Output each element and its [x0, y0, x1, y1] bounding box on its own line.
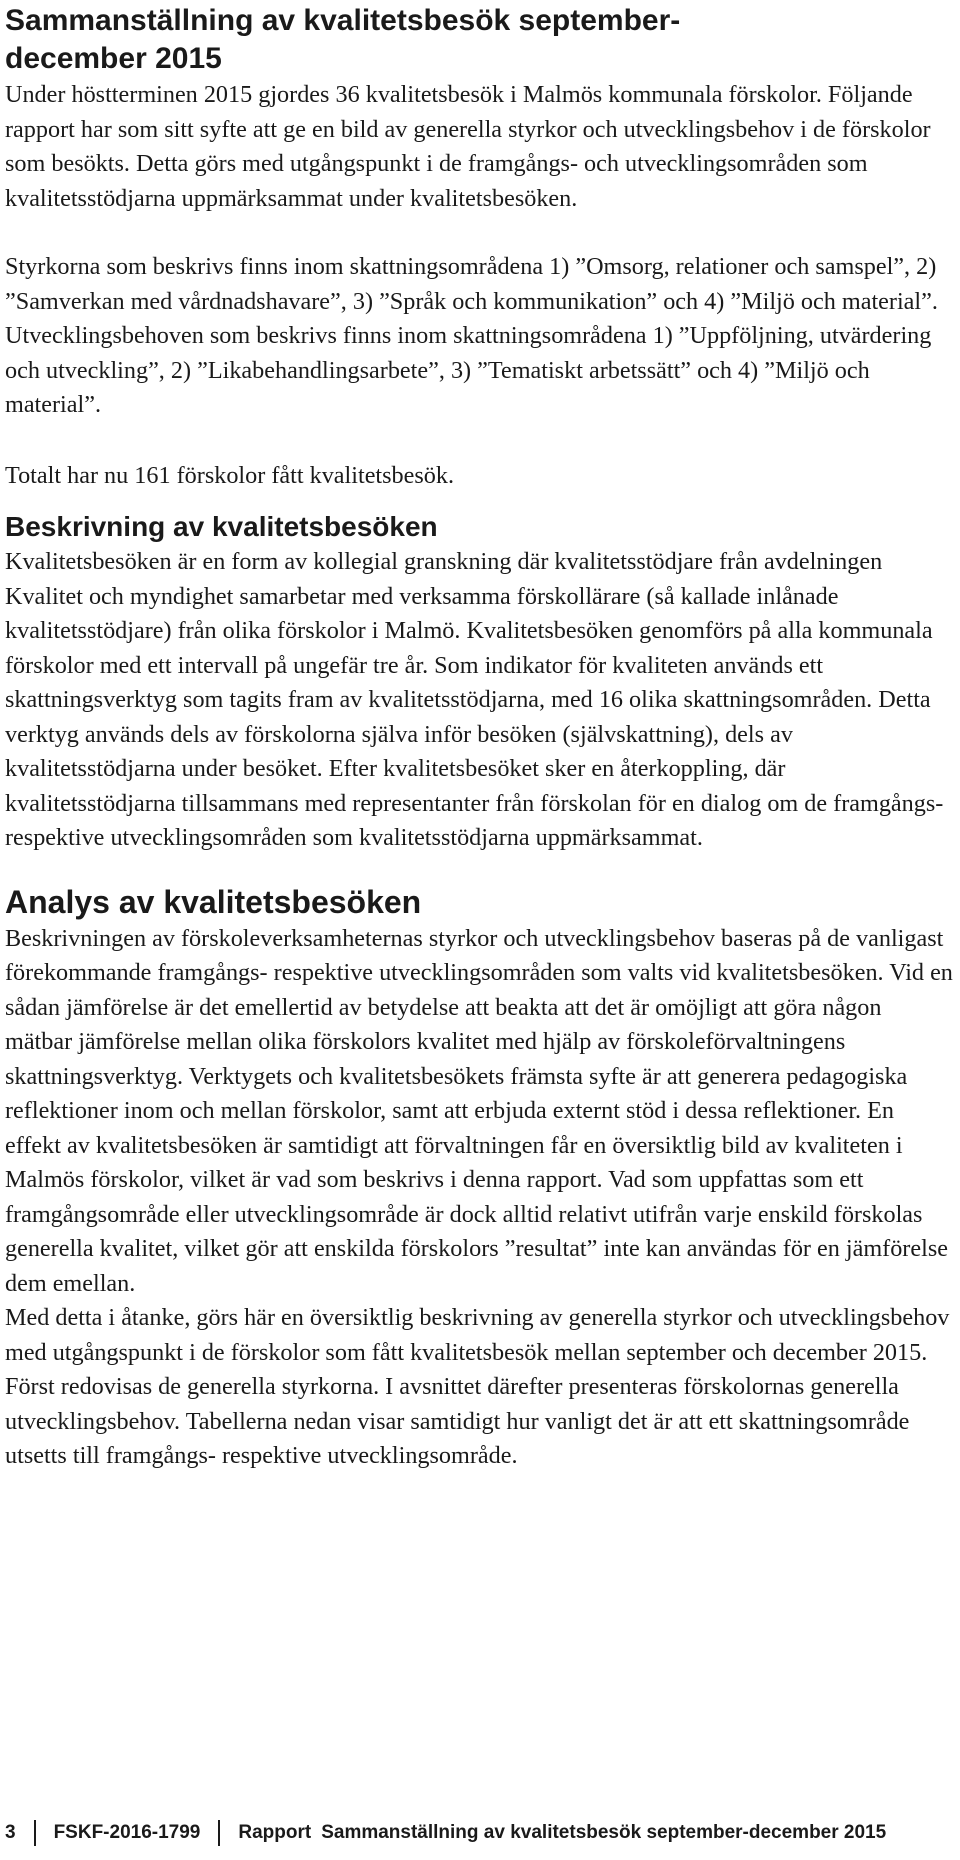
analysis-paragraph-1: Beskrivningen av förskoleverksamheternas styrkor och utvecklingsbehov baseras på de vanligast förekommande framgångs- respektive utvecklingsområden som valts vid kvalitetsbesöken. Vid en sådan jämförelse är det emellertid av betydelse att beakta att det är omöjligt att göra någon mätbar jämförelse mellan olika förskolors kvalitet med hjälp av förskoleförvaltningens skattningsverktyg. Verktygets och kvalitetsbesökets främsta syfte är att generera pedagogiska reflektioner inom och mellan förskolor, samt att erbjuda externt stöd i dessa reflektioner. En effekt av kvalitetsbesöken är samtidigt att förvaltningen får en översiktlig bild av kvaliteten i Malmös förskolor, vilket är vad som beskrivs i denna rapport. Vad som uppfattas som ett framgångsområde eller utvecklingsområde är dock alltid relativt utifrån varje enskild förskolas generella kvalitet, vilket gör att enskilda förskolors ”resultat” inte kan användas för en jämförelse dem emellan.	[5, 924, 953, 1297]
document-page	[5, 0, 953, 1474]
footer-separator	[218, 1820, 220, 1846]
description-paragraph: Kvalitetsbesöken är en form av kollegial granskning där kvalitetsstödjare från avdelningen Kvalitet och myndighet samarbetar med verksamma förskollärare (så kallade inlånade kvalitetsstödjare) från olika förskolor i Malmö. Kvalitetsbesöken genomförs på alla kommunala förskolor med ett intervall på ungefär tre år. Som indikator för kvaliteten används ett skattningsverktyg som tagits fram av kvalitetsstödjarna, med 16 olika skattningsområden. Detta verktyg används dels av förskolorna själva inför besöken (självskattning), dels av kvalitetsstödjarna under besöket. Efter kvalitetsbesöket sker en återkoppling, där kvalitetsstödjarna tillsammans med representanter från förskolan för en dialog om de framgångs- respektive utvecklingsområden som kvalitetsstödjarna uppmärksammat.	[5, 548, 944, 851]
summary-paragraph-development-needs: Utvecklingsbehoven som beskrivs finns inom skattningsområdena 1) ”Uppföljning, utvärdering och utveckling”, 2) ”Likabehandlingsarbete”, 3) ”Tematiskt arbetssätt” och 4) ”Miljö och material”.	[5, 322, 932, 418]
analysis-paragraph-2: Med detta i åtanke, görs här en översiktlig beskrivning av generella styrkor och utvecklingsbehov med utgångspunkt i de förskolor som fått kvalitetsbesök mellan september och december 2015. Först redovisas de generella styrkorna. I avsnittet därefter presenteras förskolornas generella utvecklingsbehov. Tabellerna nedan visar samtidigt hur vanligt det är att ett skattningsområde utsetts till framgångs- respektive utvecklingsområde.	[5, 1304, 950, 1469]
summary-paragraph-intro: Under höstterminen 2015 gjordes 36 kvalitetsbesök i Malmös kommunala förskolor. Följande rapport har som sitt syfte att ge en bild av generella styrkor och utvecklingsbehov i de förskolor som besökts. Detta görs med utgångspunkt i de framgångs- och utvecklingsområden som kvalitetsstödjarna uppmärksammat under kvalitetsbesöken.	[5, 81, 931, 212]
analysis-heading: Analys av kvalitetsbesöken	[5, 883, 422, 920]
footer-document-id: FSKF-2016-1799	[53, 1822, 201, 1843]
footer-page-number: 3	[5, 1822, 16, 1843]
summary-heading	[5, 2, 953, 78]
summary-heading-line2: december 2015	[5, 42, 222, 75]
summary-paragraph-strengths: Styrkorna som beskrivs finns inom skattningsområdena 1) ”Omsorg, relationer och samspel”, 2) ”Samverkan med vårdnadshavare”, 3) ”Språk och kommunikation” och 4) ”Miljö och material”.	[5, 253, 938, 315]
page-footer	[5, 1818, 953, 1848]
footer-separator	[34, 1820, 36, 1846]
description-heading: Beskrivning av kvalitetsbesöken	[5, 511, 438, 542]
footer-report-label: Rapport	[238, 1822, 312, 1843]
summary-heading-line1: Sammanställning av kvalitetsbesök september-	[5, 4, 681, 37]
footer-report-title: Sammanställning av kvalitetsbesök september-december 2015	[321, 1822, 887, 1843]
summary-paragraph-total: Totalt har nu 161 förskolor fått kvalitetsbesök.	[5, 461, 455, 489]
